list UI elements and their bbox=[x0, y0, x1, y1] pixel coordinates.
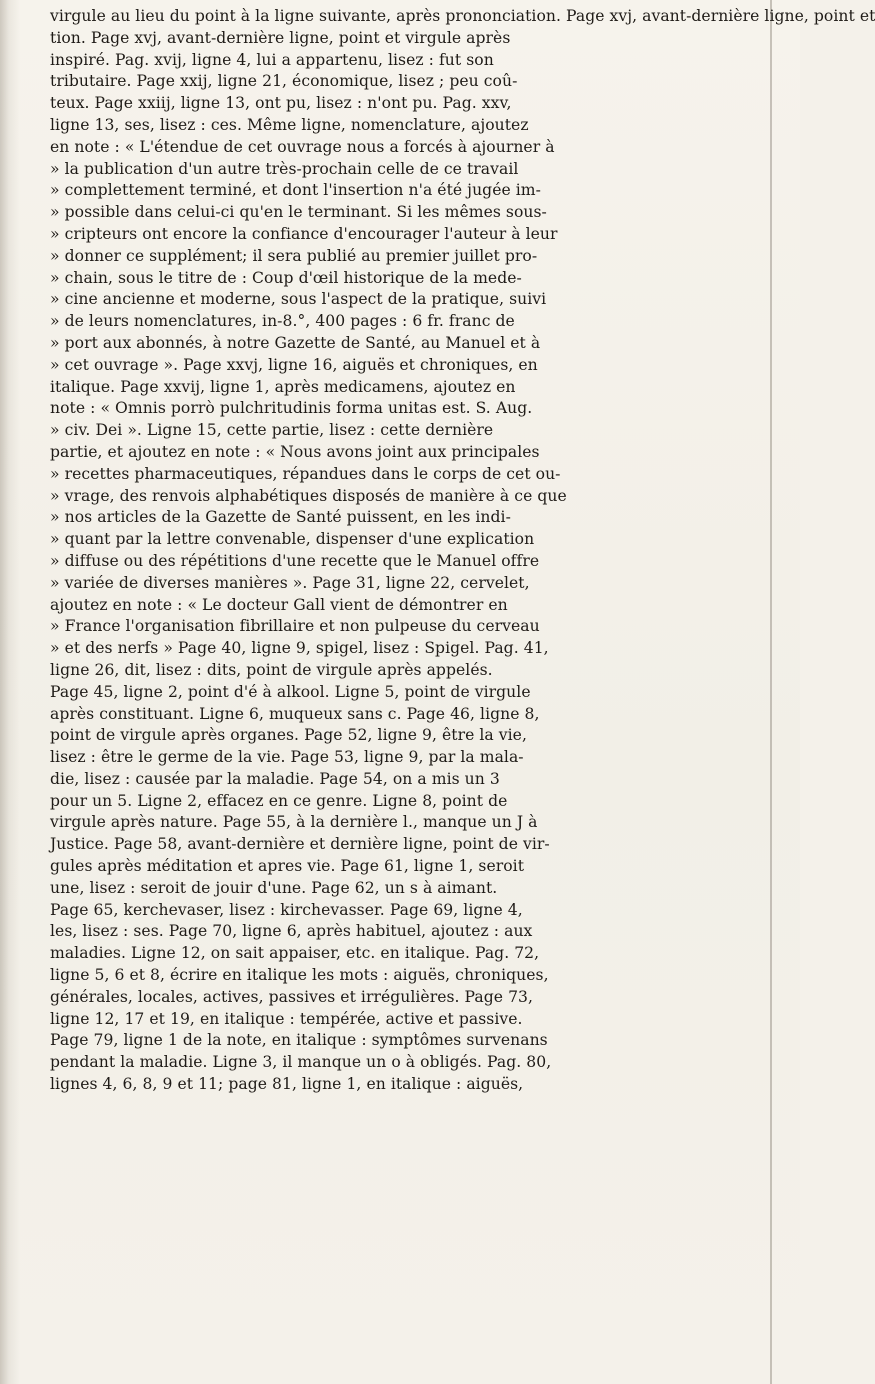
text-line: tributaire. Page xxij, ligne 21, économique, lisez ; peu coû- bbox=[50, 72, 518, 91]
text-line: gules après méditation et apres vie. Page 61, ligne 1, seroit bbox=[50, 857, 525, 876]
text-line: virgule après nature. Page 55, à la dernière l., manque un J à bbox=[50, 813, 538, 832]
errata-text bbox=[50, 6, 875, 1096]
text-line: pendant la maladie. Ligne 3, il manque un o à obligés. Pag. 80, bbox=[50, 1053, 552, 1072]
text-line: tion. Page xvj, avant-dernière ligne, point et virgule après bbox=[50, 28, 511, 47]
text-line: Justice. Page 58, avant-dernière et dernière ligne, point de vir- bbox=[50, 835, 550, 854]
text-line: » nos articles de la Gazette de Santé puissent, en les indi- bbox=[50, 508, 511, 527]
text-line: » vrage, des renvois alphabétiques disposés de manière à ce que bbox=[50, 486, 567, 505]
text-line: » France l'organisation fibrillaire et non pulpeuse du cerveau bbox=[50, 617, 540, 636]
text-line: inspiré. Pag. xvij, ligne 4, lui a appartenu, lisez : fut son bbox=[50, 50, 494, 69]
text-line: die, lisez : causée par la maladie. Page 54, on a mis un 3 bbox=[50, 769, 500, 788]
text-line: » possible dans celui-ci qu'en le terminant. Si les mêmes sous- bbox=[50, 203, 547, 222]
text-line: » quant par la lettre convenable, dispenser d'une explication bbox=[50, 530, 535, 549]
text-line: » cine ancienne et moderne, sous l'aspect de la pratique, suivi bbox=[50, 290, 547, 309]
text-line: après constituant. Ligne 6, muqueux sans c. Page 46, ligne 8, bbox=[50, 704, 540, 723]
text-line: » diffuse ou des répétitions d'une recette que le Manuel offre bbox=[50, 551, 540, 570]
text-line: » recettes pharmaceutiques, répandues dans le corps de cet ou- bbox=[50, 464, 561, 483]
text-line: » cripteurs ont encore la confiance d'encourager l'auteur à leur bbox=[50, 224, 558, 243]
text-line: ligne 5, 6 et 8, écrire en italique les mots : aiguës, chroniques, bbox=[50, 966, 549, 985]
text-line: » complettement terminé, et dont l'insertion n'a été jugée im- bbox=[50, 181, 541, 200]
text-line: les, lisez : ses. Page 70, ligne 6, après habituel, ajoutez : aux bbox=[50, 922, 533, 941]
text-line: une, lisez : seroit de jouir d'une. Page 62, un s à aimant. bbox=[50, 878, 498, 897]
text-line: » de leurs nomenclatures, in-8.°, 400 pages : 6 fr. franc de bbox=[50, 312, 515, 331]
text-line: teux. Page xxiij, ligne 13, ont pu, lisez : n'ont pu. Pag. xxv, bbox=[50, 94, 512, 113]
text-line: » port aux abonnés, à notre Gazette de Santé, au Manuel et à bbox=[50, 333, 541, 352]
text-line: Page 79, ligne 1 de la note, en italique : symptômes survenans bbox=[50, 1031, 548, 1050]
text-line: Page 65, kerchevaser, lisez : kirchevasser. Page 69, ligne 4, bbox=[50, 900, 523, 919]
text-line: ajoutez en note : « Le docteur Gall vient de démontrer en bbox=[50, 595, 508, 614]
text-line: ligne 13, ses, lisez : ces. Même ligne, nomenclature, ajoutez bbox=[50, 115, 529, 134]
text-line: » et des nerfs » Page 40, ligne 9, spigel, lisez : Spigel. Pag. 41, bbox=[50, 639, 549, 658]
text-line: note : « Omnis porrò pulchritudinis forma unitas est. S. Aug. bbox=[50, 399, 533, 418]
text-line: lisez : être le germe de la vie. Page 53, ligne 9, par la mala- bbox=[50, 748, 524, 767]
page-edge-line bbox=[770, 0, 772, 1384]
page-gutter-shadow bbox=[0, 0, 20, 1384]
text-line: point de virgule après organes. Page 52, ligne 9, être la vie, bbox=[50, 726, 527, 745]
text-line: » la publication d'un autre très-prochain celle de ce travail bbox=[50, 159, 519, 178]
text-line: » variée de diverses manières ». Page 31, ligne 22, cervelet, bbox=[50, 573, 530, 592]
text-line: virgule au lieu du point à la ligne suivante, après prononciation. Page xvj, avant-dernière ligne, point et bbox=[50, 7, 875, 25]
text-line: » donner ce supplément; il sera publié au premier juillet pro- bbox=[50, 246, 538, 265]
text-line: Page 45, ligne 2, point d'é à alkool. Ligne 5, point de virgule bbox=[50, 682, 531, 701]
text-line: ligne 26, dit, lisez : dits, point de virgule après appelés. bbox=[50, 660, 493, 679]
text-line: maladies. Ligne 12, on sait appaiser, etc. en italique. Pag. 72, bbox=[50, 944, 540, 963]
text-line: en note : « L'étendue de cet ouvrage nous a forcés à ajourner à bbox=[50, 137, 555, 156]
text-line: lignes 4, 6, 8, 9 et 11; page 81, ligne 1, en italique : aiguës, bbox=[50, 1075, 524, 1094]
text-line: ligne 12, 17 et 19, en italique : tempérée, active et passive. bbox=[50, 1009, 523, 1028]
text-line: » chain, sous le titre de : Coup d'œil historique de la mede- bbox=[50, 268, 522, 287]
text-line: générales, locales, actives, passives et irrégulières. Page 73, bbox=[50, 987, 534, 1006]
text-line: » civ. Dei ». Ligne 15, cette partie, lisez : cette dernière bbox=[50, 421, 494, 440]
text-line: pour un 5. Ligne 2, effacez en ce genre. Ligne 8, point de bbox=[50, 791, 508, 810]
text-line: italique. Page xxvij, ligne 1, après medicamens, ajoutez en bbox=[50, 377, 516, 396]
text-line: » cet ouvrage ». Page xxvj, ligne 16, aiguës et chroniques, en bbox=[50, 355, 538, 374]
text-line: partie, et ajoutez en note : « Nous avons joint aux principales bbox=[50, 442, 540, 461]
